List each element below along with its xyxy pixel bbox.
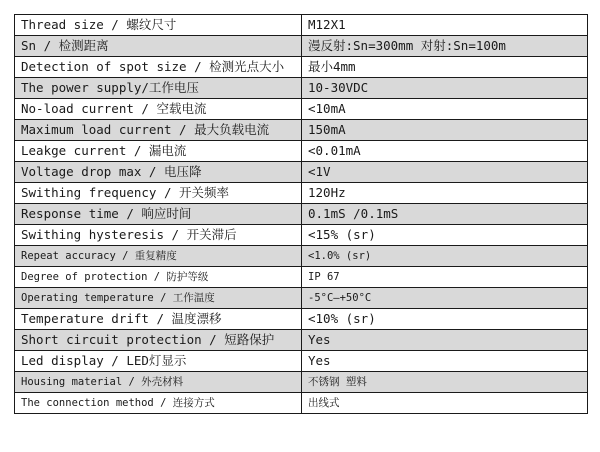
spec-value-short-circuit-protection: Yes (302, 330, 588, 351)
spec-label-max-load-current: Maximum load current / 最大负载电流 (15, 120, 302, 141)
spec-value-protection-degree: IP 67 (302, 267, 588, 288)
spec-value-detection-distance: 漫反射:Sn=300mm 对射:Sn=100m (302, 36, 588, 57)
spec-label-switching-frequency: Swithing frequency / 开关频率 (15, 183, 302, 204)
spec-label-response-time: Response time / 响应时间 (15, 204, 302, 225)
spec-value-switching-frequency: 120Hz (302, 183, 588, 204)
table-row (15, 78, 588, 99)
spec-label-connection-method: The connection method / 连接方式 (15, 393, 302, 414)
spec-label-power-supply: The power supply/工作电压 (15, 78, 302, 99)
table-row (15, 15, 588, 36)
table-row (15, 162, 588, 183)
spec-label-led-display: Led display / LED灯显示 (15, 351, 302, 372)
spec-label-housing-material: Housing material / 外壳材料 (15, 372, 302, 393)
spec-label-thread-size: Thread size / 螺纹尺寸 (15, 15, 302, 36)
spec-value-connection-method: 出线式 (302, 393, 588, 414)
table-row (15, 372, 588, 393)
spec-value-temperature-drift: <10% (sr) (302, 309, 588, 330)
spec-value-led-display: Yes (302, 351, 588, 372)
specification-table (14, 14, 588, 414)
spec-value-power-supply: 10-30VDC (302, 78, 588, 99)
spec-value-housing-material: 不锈钢 塑料 (302, 372, 588, 393)
table-row (15, 99, 588, 120)
table-row (15, 141, 588, 162)
spec-label-short-circuit-protection: Short circuit protection / 短路保护 (15, 330, 302, 351)
spec-label-leakage-current: Leakge current / 漏电流 (15, 141, 302, 162)
table-row (15, 267, 588, 288)
spec-label-repeat-accuracy: Repeat accuracy / 重复精度 (15, 246, 302, 267)
table-row (15, 57, 588, 78)
spec-value-max-load-current: 150mA (302, 120, 588, 141)
spec-value-voltage-drop: <1V (302, 162, 588, 183)
spec-label-spot-size: Detection of spot size / 检测光点大小 (15, 57, 302, 78)
spec-value-thread-size: M12X1 (302, 15, 588, 36)
table-row (15, 36, 588, 57)
spec-label-no-load-current: No-load current / 空载电流 (15, 99, 302, 120)
spec-label-protection-degree: Degree of protection / 防护等级 (15, 267, 302, 288)
table-row (15, 120, 588, 141)
spec-value-leakage-current: <0.01mA (302, 141, 588, 162)
table-row (15, 288, 588, 309)
table-row (15, 351, 588, 372)
table-row (15, 393, 588, 414)
table-row (15, 330, 588, 351)
table-row (15, 204, 588, 225)
spec-value-response-time: 0.1mS /0.1mS (302, 204, 588, 225)
table-row (15, 225, 588, 246)
table-row (15, 183, 588, 204)
spec-value-repeat-accuracy: <1.0% (sr) (302, 246, 588, 267)
spec-label-temperature-drift: Temperature drift / 温度漂移 (15, 309, 302, 330)
table-row (15, 309, 588, 330)
spec-label-detection-distance: Sn / 检测距离 (15, 36, 302, 57)
spec-label-voltage-drop: Voltage drop max / 电压降 (15, 162, 302, 183)
spec-label-operating-temperature: Operating temperature / 工作温度 (15, 288, 302, 309)
spec-value-operating-temperature: -5°C—+50°C (302, 288, 588, 309)
spec-value-no-load-current: <10mA (302, 99, 588, 120)
spec-label-switching-hysteresis: Swithing hysteresis / 开关滞后 (15, 225, 302, 246)
table-row (15, 246, 588, 267)
spec-value-switching-hysteresis: <15% (sr) (302, 225, 588, 246)
spec-value-spot-size: 最小4mm (302, 57, 588, 78)
